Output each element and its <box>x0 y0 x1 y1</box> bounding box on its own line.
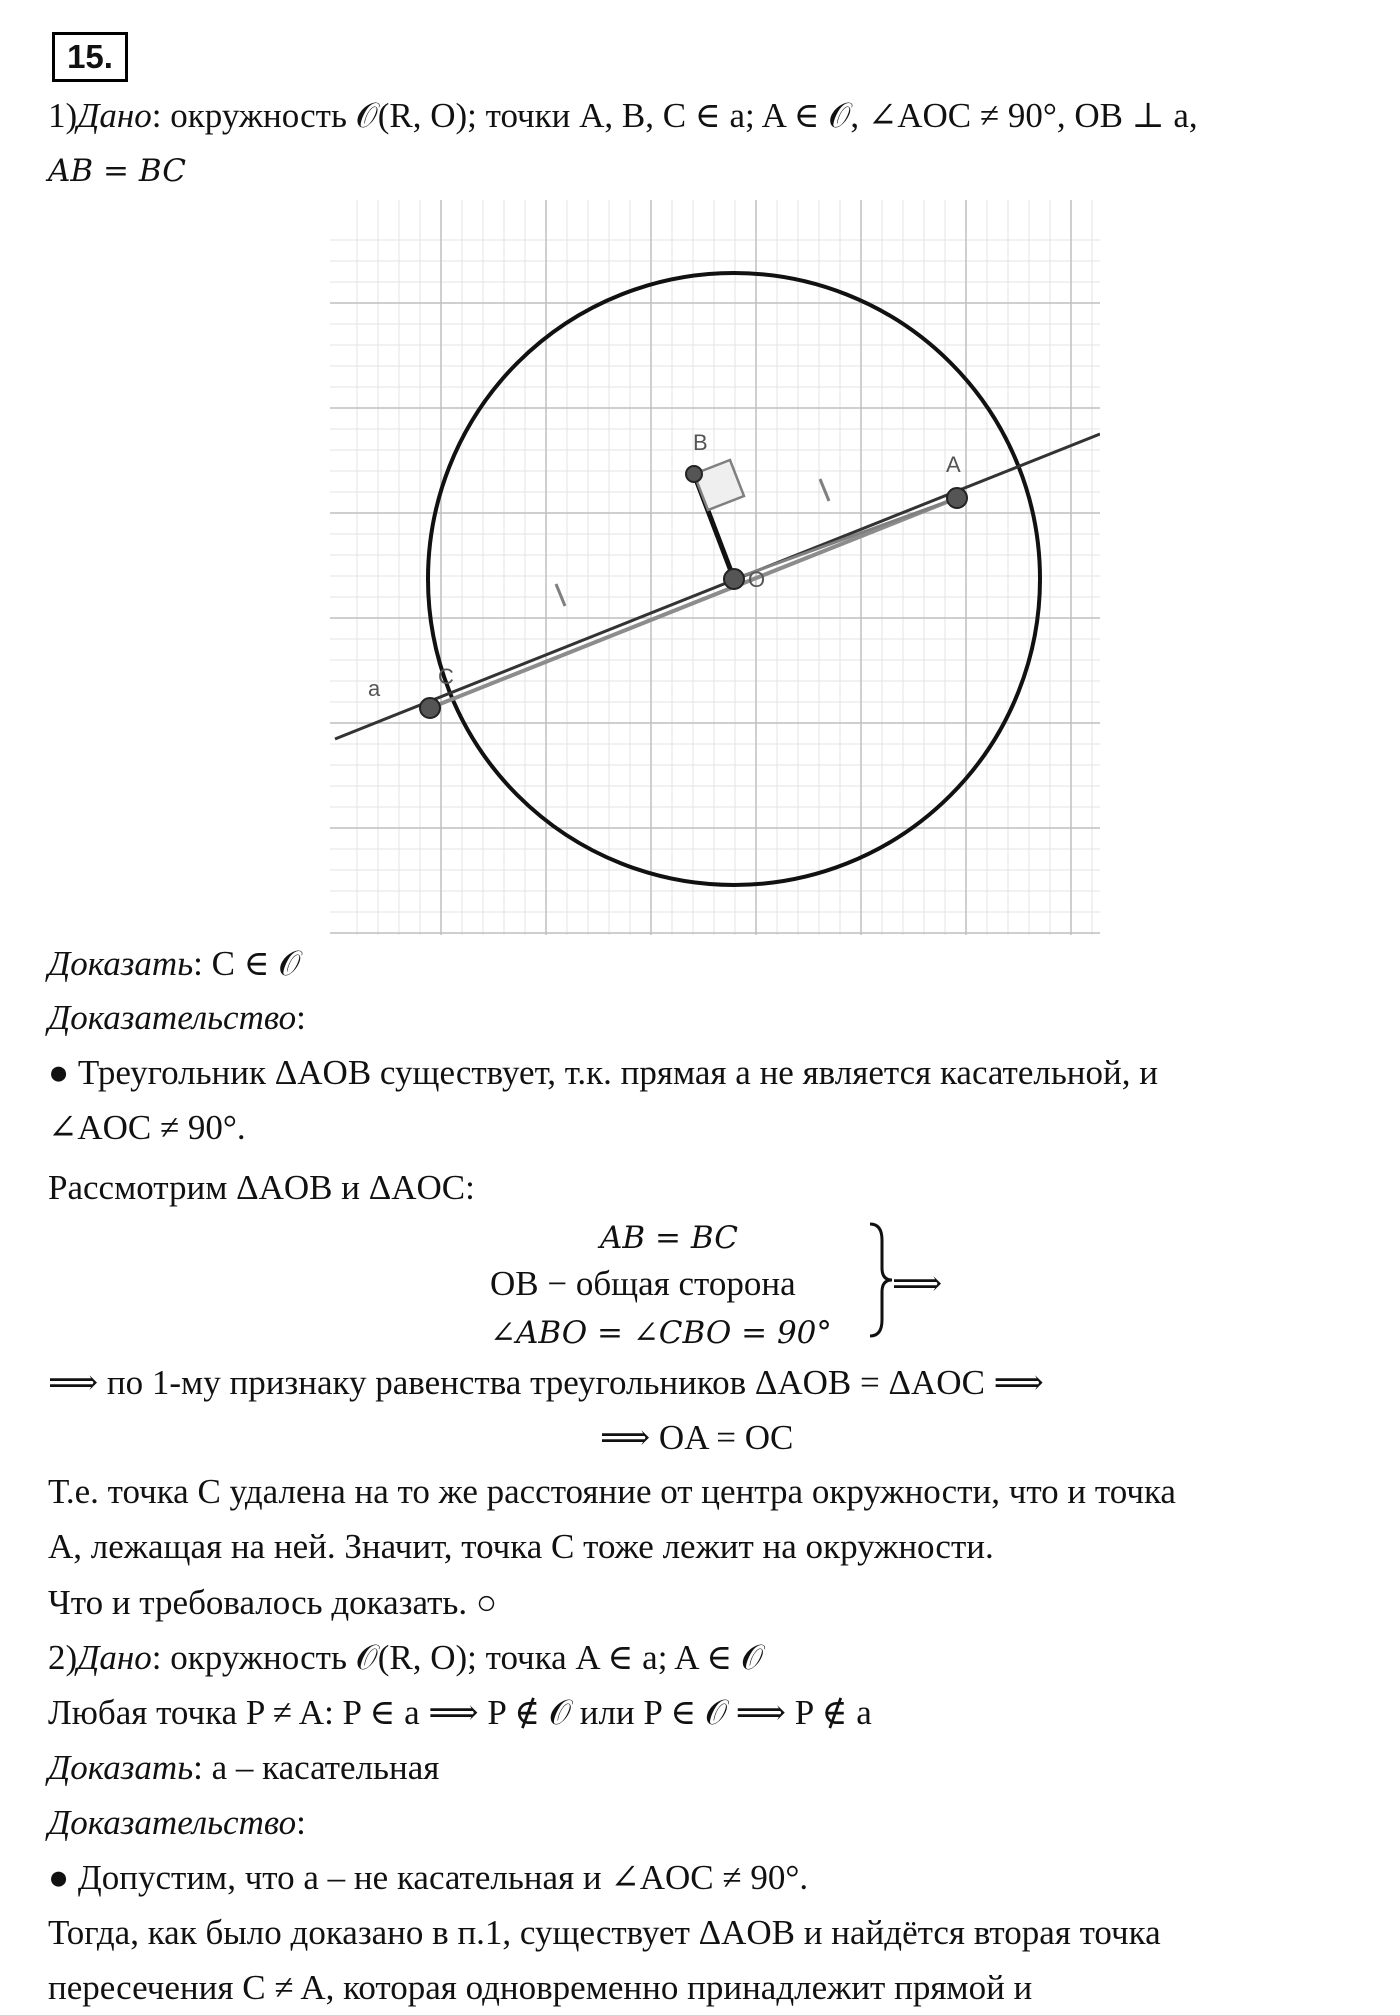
label-point-a: A <box>946 452 961 477</box>
part2-proof-line2: Тогда, как было доказано в п.1, существует ΔAOB и найдётся вторая точка <box>48 1913 1161 1952</box>
part2-given-line <box>48 1638 763 1678</box>
part1-proof-label-text: Доказательство <box>48 998 297 1037</box>
part1-prove-line <box>48 944 300 984</box>
part1-conclusion2: ⟹ OA = OC <box>600 1418 794 1457</box>
part2-condition: Любая точка P ≠ A: P ∈ a ⟹ P ∉ 𝒪 или P ∈ 𝒪 ⟹ P ∉ a <box>48 1693 872 1732</box>
part1-given-line2 <box>48 150 186 191</box>
part1-given-label: Дано <box>77 96 152 135</box>
tick-mark-ba <box>820 479 829 501</box>
part2-given-text: : окружность 𝒪(R, O); точка A ∈ a; A ∈ 𝒪 <box>151 1638 764 1677</box>
part2-proof-line1: ● Допустим, что a – не касательная и ∠AOC ≠ 90°. <box>48 1858 809 1897</box>
part2-proof-line3: пересечения C ≠ A, которая одновременно принадлежит прямой и <box>48 1968 1033 2007</box>
part1-qed: Что и требовалось доказать. ○ <box>48 1583 498 1622</box>
part2-marker: 2) <box>48 1638 78 1677</box>
part1-given-text: : окружность 𝒪(R, O); точки A, B, C ∈ a; A ∈ 𝒪, ∠AOC ≠ 90°, OB ⊥ a, <box>151 96 1198 135</box>
part2-prove-text: : a – касательная <box>193 1748 440 1787</box>
geometry-figure <box>330 200 1100 935</box>
part1-proof-line1: ● Треугольник ΔAOB существует, т.к. прямая a не является касательной, и <box>48 1053 1159 1092</box>
part1-marker: 1) <box>48 96 78 135</box>
part1-given-line <box>48 96 1198 136</box>
system-eq2: OB − общая сторона <box>490 1264 796 1303</box>
part2-proof-label: Доказательство: <box>48 1803 306 1842</box>
problem-number: 15. <box>52 32 128 82</box>
part1-conclusion1: ⟹ по 1-му признаку равенства треугольников ΔAOB = ΔAOC ⟹ <box>48 1363 1044 1402</box>
label-point-b: B <box>693 430 708 455</box>
part1-explain2: A, лежащая на ней. Значит, точка C тоже лежит на окружности. <box>48 1527 994 1566</box>
part1-proof-label: Доказательство: <box>48 998 306 1037</box>
part1-given-text2: AB = BC <box>48 153 186 189</box>
point-b <box>686 466 702 482</box>
grid-minor <box>330 200 1100 935</box>
system-eq3: ∠ABO = ∠CBO = 90° <box>490 1315 832 1351</box>
point-c <box>420 698 440 718</box>
point-o <box>724 569 744 589</box>
label-point-o: O <box>748 567 766 592</box>
tick-mark-cb <box>556 584 565 606</box>
part1-prove-text: : C ∈ 𝒪 <box>193 944 301 983</box>
part1-explain1: Т.е. точка C удалена на то же расстояние от центра окружности, что и точка <box>48 1472 1176 1511</box>
system-arrow: ⟹ <box>892 1264 943 1303</box>
part1-prove-label: Доказать <box>48 944 194 983</box>
point-a <box>947 488 967 508</box>
label-a-line: a <box>368 676 381 701</box>
part2-prove-label: Доказать <box>48 1748 194 1787</box>
part2-proof-label-text: Доказательство <box>48 1803 297 1842</box>
label-point-c: C <box>438 664 454 689</box>
part1-proof-line2: ∠AOC ≠ 90°. <box>48 1108 246 1147</box>
system-eq1: AB = BC <box>600 1220 738 1256</box>
part2-prove-line <box>48 1748 439 1788</box>
right-angle-mark <box>694 460 744 510</box>
grid-major <box>330 200 1100 935</box>
part2-given-label: Дано <box>77 1638 152 1677</box>
part1-consider: Рассмотрим ΔAOB и ΔAOC: <box>48 1168 475 1207</box>
